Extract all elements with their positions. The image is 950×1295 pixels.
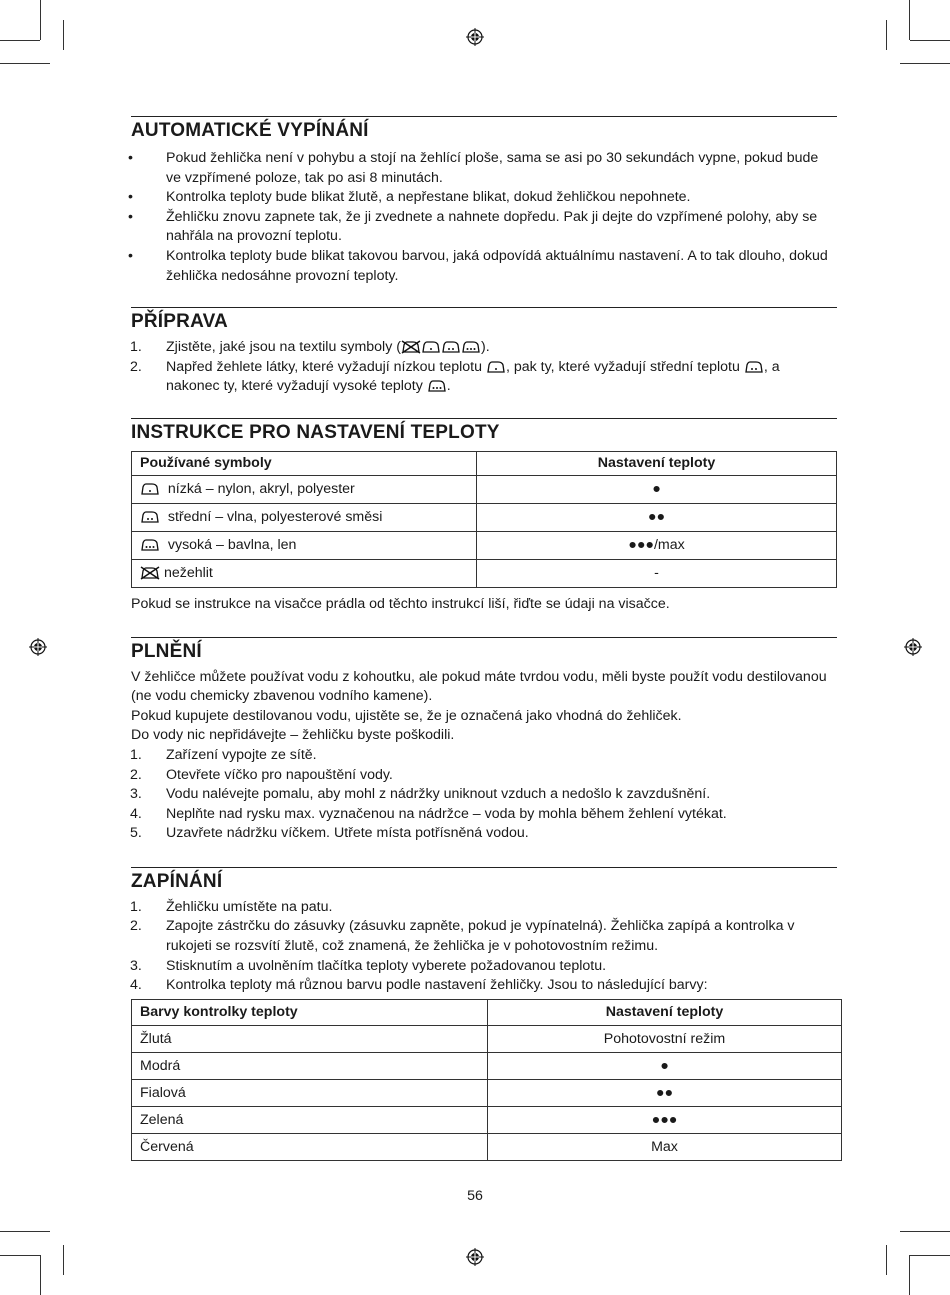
registration-mark-icon bbox=[466, 28, 484, 46]
list-item: 3. Stisknutím a uvolněním tlačítka teploty vyberete požadovanou teplotu. bbox=[130, 957, 607, 974]
list-item: • Kontrolka teploty bude blikat takovou barvou, jaká odpovídá aktuálnímu nastavení. A to tak dlouho, dokud žehlička nedosáhne provozní teploty. bbox=[128, 247, 828, 284]
table-cell: Zelená bbox=[132, 1106, 488, 1133]
list-item: 2. Napřed žehlete látky, které vyžadují nízkou teplotu , pak ty, které vyžadují střední teplotu , a nakonec ty, které vyžadují vysoké teploty . bbox=[130, 358, 780, 395]
registration-mark-icon bbox=[904, 638, 922, 656]
note-text: Pokud se instrukce na visačce prádla od těchto instrukcí liší, řiďte se údaji na visačce. bbox=[131, 595, 670, 612]
list-item: • Pokud žehlička není v pohybu a stojí na žehlící ploše, sama se asi po 30 sekundách vypne, pokud bude ve vzpřímené poloze, tak po asi 8 minutách. bbox=[128, 150, 819, 186]
section-title: INSTRUKCE PRO NASTAVENÍ TEPLOTY bbox=[131, 421, 500, 443]
column-header: Nastavení teploty bbox=[488, 999, 842, 1025]
numbered-list bbox=[131, 338, 837, 397]
indicator-colors-table bbox=[131, 999, 842, 1161]
section-title: ZAPÍNÁNÍ bbox=[131, 870, 223, 892]
table-cell: Modrá bbox=[132, 1052, 488, 1079]
list-item: 5. Uzavřete nádržku víčkem. Utřete místa potřísněná vodou. bbox=[130, 825, 529, 842]
list-item: 4. Neplňte nad rysku max. vyznačenou na nádržce – voda by mohla během žehlení vytékat. bbox=[130, 805, 727, 822]
column-header: Barvy kontrolky teploty bbox=[132, 999, 488, 1025]
symbols-table bbox=[131, 451, 837, 588]
table-cell: střední – vlna, polyesterové směsi bbox=[132, 503, 477, 531]
no-iron-icon bbox=[140, 566, 160, 580]
table-cell: Žlutá bbox=[132, 1025, 488, 1052]
table-cell: ● bbox=[488, 1052, 842, 1079]
list-item: • Žehličku znovu zapnete tak, že ji zvednete a nahnete dopředu. Pak ji dejte do vzpřímené polohy, aby se nahřála na provozní teplotu. bbox=[128, 208, 818, 245]
iron-icon bbox=[744, 360, 764, 374]
paragraph: Do vody nic nepřidávejte – žehličku byste poškodili. bbox=[131, 727, 455, 744]
list-item: 1. Zařízení vypojte ze sítě. bbox=[130, 746, 317, 763]
table-cell: nízká – nylon, akryl, polyester bbox=[132, 475, 477, 503]
section-temperature-instructions bbox=[131, 418, 837, 615]
table-row bbox=[132, 475, 837, 503]
list-item: 1. Zjistěte, jaké jsou na textilu symboly ( ). bbox=[130, 339, 490, 356]
page-content bbox=[128, 116, 837, 1161]
table-header-row bbox=[132, 451, 837, 475]
section-title: PLNĚNÍ bbox=[131, 640, 202, 662]
bullet-list bbox=[128, 149, 837, 286]
registration-mark-icon bbox=[466, 1248, 484, 1266]
iron-icon bbox=[441, 340, 461, 354]
list-item: 1. Žehličku umístěte na patu. bbox=[130, 898, 333, 915]
table-row bbox=[132, 531, 837, 559]
paragraph: Pokud kupujete destilovanou vodu, ujistěte se, že je označená jako vhodná do žehliček. bbox=[131, 707, 682, 724]
table-row bbox=[132, 503, 837, 531]
section-title: PŘÍPRAVA bbox=[131, 311, 228, 333]
numbered-list bbox=[131, 898, 837, 996]
iron-icon bbox=[140, 510, 160, 524]
table-cell: ●● bbox=[488, 1079, 842, 1106]
column-header: Používané symboly bbox=[132, 451, 477, 475]
table-header-row bbox=[132, 999, 842, 1025]
page-number: 56 bbox=[467, 1188, 483, 1204]
paragraph: V žehličce můžete používat vodu z kohoutku, ale pokud máte tvrdou vodu, měli byste použít vodu destilovanou (ne vodu chemicky zbavenou vodního kamene). bbox=[131, 668, 827, 705]
section-filling bbox=[131, 637, 837, 844]
table-row bbox=[132, 559, 837, 587]
table-cell: ●●●/max bbox=[477, 531, 837, 559]
list-item: • Kontrolka teploty bude blikat žlutě, a nepřestane blikat, dokud žehličkou nepohnete. bbox=[128, 189, 691, 206]
numbered-list bbox=[131, 746, 837, 844]
section-preparation bbox=[131, 307, 837, 397]
table-row bbox=[132, 1025, 842, 1052]
table-cell: Max bbox=[488, 1133, 842, 1160]
iron-icon bbox=[461, 340, 481, 354]
table-cell: ●●● bbox=[488, 1106, 842, 1133]
section-automatic-shutoff bbox=[128, 116, 837, 286]
table-cell: ● bbox=[477, 475, 837, 503]
table-cell: - bbox=[477, 559, 837, 587]
column-header: Nastavení teploty bbox=[477, 451, 837, 475]
table-cell: Červená bbox=[132, 1133, 488, 1160]
table-cell: vysoká – bavlna, len bbox=[132, 531, 477, 559]
list-item: 3. Vodu nalévejte pomalu, aby mohl z nádržky uniknout vzduch a nedošlo k zavzdušnění. bbox=[130, 786, 711, 803]
iron-icon bbox=[427, 379, 447, 393]
iron-icon bbox=[140, 538, 160, 552]
table-cell: nežehlit bbox=[132, 559, 477, 587]
table-cell: ●● bbox=[477, 503, 837, 531]
table-row bbox=[132, 1106, 842, 1133]
list-item: 4. Kontrolka teploty má různou barvu podle nastavení žehličky. Jsou to následující barvy: bbox=[130, 977, 708, 994]
iron-icon bbox=[140, 482, 160, 496]
registration-mark-icon bbox=[29, 638, 47, 656]
no-iron-icon bbox=[401, 340, 421, 354]
section-switching-on bbox=[131, 867, 837, 1161]
list-item: 2. Zapojte zástrčku do zásuvky (zásuvku zapněte, pokud je vypínatelná). Žehlička zapípá a kontrolka v rukojeti se rozsvítí žlutě, což znamená, že žehlička je v pohotovostním režimu. bbox=[130, 918, 795, 955]
table-cell: Pohotovostní režim bbox=[488, 1025, 842, 1052]
list-item: 2. Otevřete víčko pro napouštění vody. bbox=[130, 766, 393, 783]
iron-icon bbox=[486, 360, 506, 374]
section-title: AUTOMATICKÉ VYPÍNÁNÍ bbox=[131, 120, 369, 141]
table-row bbox=[132, 1133, 842, 1160]
table-cell: Fialová bbox=[132, 1079, 488, 1106]
table-row bbox=[132, 1052, 842, 1079]
iron-icon bbox=[421, 340, 441, 354]
table-row bbox=[132, 1079, 842, 1106]
